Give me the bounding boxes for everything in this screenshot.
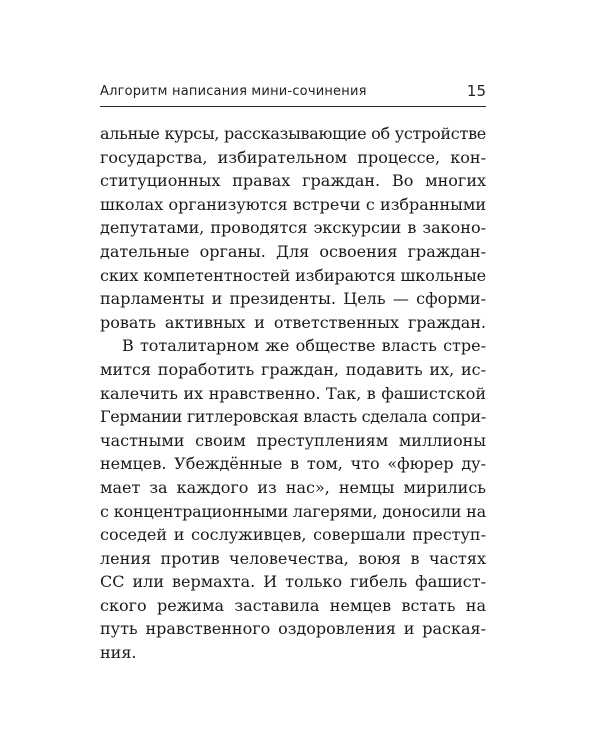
running-header — [100, 84, 486, 107]
text-line: Германии гитлеровская власть сделала сопри- — [100, 407, 487, 427]
text-line: мится поработить граждан, подавить их, ис- — [100, 359, 486, 379]
text-line: СС или вермахта. И только гибель фашист- — [100, 572, 486, 592]
text-line: ления против человечества, воюя в частях — [100, 548, 486, 568]
text-line: немцев. Убеждённые в том, что «фюрер ду- — [100, 454, 486, 474]
text-line: с концентрационными лагерями, доносили на — [100, 501, 487, 521]
body-text — [100, 122, 486, 665]
text-line: соседей и сослуживцев, совершали преступ- — [100, 525, 486, 545]
text-line: ских компетентностей избираются школьные — [100, 265, 486, 285]
text-line: мает за каждого из нас», немцы мирились — [100, 477, 486, 497]
text-line: частными своим преступлениям миллионы — [100, 430, 486, 450]
text-line: депутатами, проводятся экскурсии в законо- — [100, 218, 486, 238]
text-line: государства, избирательном процессе, кон- — [100, 147, 486, 167]
text-line: ровать активных и ответственных граждан. — [100, 312, 486, 332]
text-line: ституционных правах граждан. Во многих — [100, 171, 486, 191]
text-line: парламенты и президенты. Цель — сформи- — [100, 289, 486, 309]
running-title: Алгоритм написания мини-сочинения — [100, 84, 367, 99]
page-number: 15 — [466, 82, 486, 100]
text-line: В тоталитарном же обществе власть стре- — [122, 336, 486, 356]
text-line: дательные органы. Для освоения граждан- — [100, 241, 486, 261]
text-line: ского режима заставила немцев встать на — [100, 595, 486, 615]
text-line: альные курсы, рассказывающие об устройстве — [100, 124, 486, 143]
text-line: ния. — [100, 643, 137, 663]
text-line: калечить их нравственно. Так, в фашистской — [100, 383, 486, 403]
paragraph-1 — [100, 122, 486, 334]
paragraph-2 — [100, 334, 486, 664]
text-line: школах организуются встречи с избранными — [100, 194, 486, 214]
text-line: путь нравственного оздоровления и раская- — [100, 619, 486, 639]
